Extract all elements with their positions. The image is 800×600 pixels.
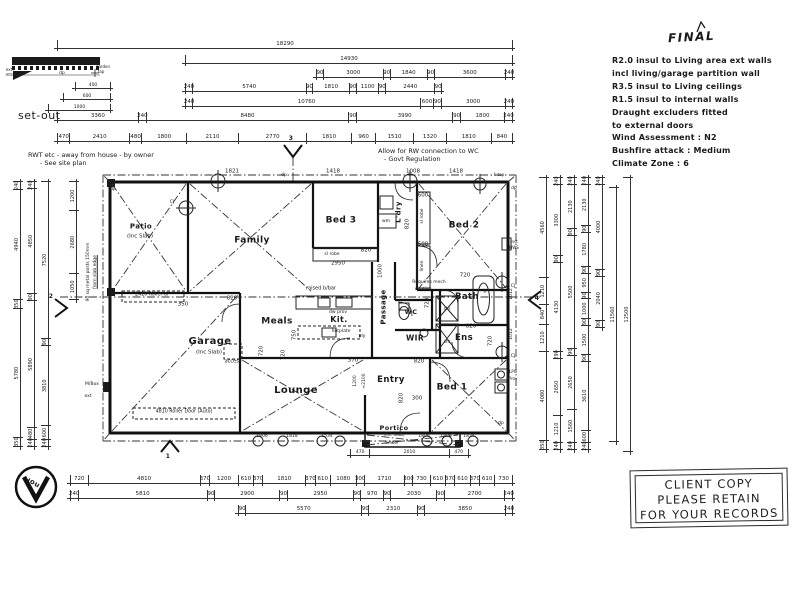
room-label-garage: Garage — [188, 336, 232, 347]
dim-segment: 12500 — [623, 178, 633, 452]
inline-dim: 1200 — [352, 375, 358, 387]
meterbox-label: M/Box — [85, 381, 99, 387]
set-out-title: set-out — [18, 109, 61, 122]
room-label-passage: Passage — [379, 289, 388, 325]
dim-segment: 1210 — [539, 278, 549, 305]
inline-dim: 1806 — [440, 433, 452, 439]
room-label-lounge: Lounge — [274, 385, 318, 396]
spec-line: Wind Assessment : N2 — [612, 133, 717, 143]
spec-line: incl living/garage partition wall — [612, 68, 760, 78]
dim-segment: 470 — [350, 449, 369, 458]
dim-segment: 3610 — [581, 362, 591, 431]
dim-segment: 480 — [129, 133, 142, 144]
spec-notes — [612, 55, 772, 171]
dim-segment: 1510 — [375, 133, 413, 144]
dim-bottom-i — [70, 490, 513, 501]
dim-segment: 90 — [433, 98, 440, 109]
portico-slab-note: (Inc Slab) — [383, 432, 405, 438]
dim-segment: 5740 — [192, 83, 306, 94]
dim-right-f — [609, 187, 619, 442]
dim-segment: 2030 — [390, 490, 436, 501]
garage-slab-note: (Inc Slab) — [195, 349, 223, 356]
dim-segment: 1810 — [306, 133, 351, 144]
shower-label-2: shr — [443, 339, 451, 345]
dim-segment: 2040 — [595, 277, 605, 321]
room-label-ensuite: Ens — [454, 332, 474, 343]
dim-segment: 2130 — [567, 185, 577, 229]
mech-vent-note-1: Requires mech — [412, 279, 446, 285]
dim-segment: 3000 — [441, 98, 505, 109]
breakfast-bar-label: raised b/bar — [305, 285, 337, 292]
room-label-laundry: L'dry — [394, 201, 403, 223]
elevation-marker-2: 2 — [48, 293, 54, 300]
dim-segment: 610 — [238, 475, 253, 486]
dim-segment: 470 — [57, 133, 69, 144]
dim-segment: 2650 — [553, 359, 563, 416]
rw-wc-note-line2: - Govt Regulation — [384, 155, 441, 163]
dim-segment: 90 — [361, 505, 368, 516]
dim-segment: 90 — [353, 490, 361, 501]
dim-segment: 90 — [581, 267, 591, 274]
dim-segment: 1210 — [553, 416, 563, 443]
room-label-bed1: Bed 1 — [436, 382, 468, 393]
inline-dim: 370 — [347, 357, 359, 364]
dim-setout-400 — [75, 82, 111, 91]
robe-label-bed3: sl robe — [324, 251, 340, 257]
room-label-patio: Patio — [129, 222, 153, 231]
dim-right-a — [539, 177, 549, 450]
dim-segment: 90 — [595, 321, 605, 328]
dim-segment: 90 — [553, 256, 563, 263]
dim-segment: 90 — [427, 69, 434, 80]
inline-dim: 350 — [177, 301, 189, 308]
dim-segment: 90 — [349, 83, 356, 94]
dim-segment: 610 — [479, 475, 494, 486]
dim-segment: 90 — [567, 229, 577, 236]
dim-segment: 90 — [581, 293, 591, 300]
dim-segment: 2650 — [567, 356, 577, 411]
elevation-marker-1: 1 — [165, 453, 171, 460]
dim-segment: 90 — [238, 505, 245, 516]
north-label: nor — [24, 475, 42, 490]
dim-top-e — [185, 98, 513, 109]
dim-segment: 90 — [383, 69, 390, 80]
dim-segment: 1800 — [141, 133, 186, 144]
dim-left-b — [27, 181, 37, 447]
rwt-note-line1: RWT etc - away from house - by owner — [28, 151, 154, 159]
dp-label-2: dp — [281, 172, 287, 178]
room-label-bed2: Bed 2 — [448, 220, 480, 231]
metal-posts-note-2: from slab edge — [92, 255, 98, 289]
roof-access-label: access — [224, 358, 242, 365]
inline-dim: 1000 — [377, 264, 384, 278]
rwt-note-line2: - See site plan — [40, 159, 87, 167]
dim-right-b — [553, 177, 563, 450]
dim-segment: 1210 — [539, 325, 549, 352]
stamp-line-3: FOR YOUR RECORDS — [639, 505, 779, 523]
dim-segment: 90 — [581, 226, 591, 233]
dim-segment: 1810 — [312, 83, 349, 94]
inline-dim: 820 — [465, 323, 477, 330]
dim-segment: 240 — [27, 440, 37, 447]
dim-segment: 600 — [420, 98, 434, 109]
shower-label-1: shr — [443, 306, 451, 312]
hws-label-1: inst — [510, 239, 518, 244]
inline-dim: ≈2100 — [361, 373, 367, 389]
dim-segment: 600 — [63, 93, 110, 102]
cj-label-2: CJ — [510, 283, 516, 289]
dim-segment: 2410 — [69, 133, 128, 144]
dim-right-e — [595, 177, 605, 328]
setout-ext-label: ext — [5, 67, 13, 72]
dim-segment: 2770 — [238, 133, 306, 144]
dim-segment: 1840 — [390, 69, 427, 80]
portico-timber-note: timber — [385, 440, 399, 445]
spec-line: R1.5 insul to internal walls — [612, 94, 739, 104]
dim-portico — [350, 449, 469, 458]
dim-segment: 4940 — [13, 190, 23, 301]
dim-segment: 1200 — [69, 182, 79, 211]
bathtub-label: b — [483, 288, 487, 295]
inline-dim: 1418 — [326, 168, 340, 175]
room-label-bath: Bath — [455, 291, 479, 302]
ext-label: ext — [84, 393, 92, 399]
dim-top-f — [57, 112, 513, 123]
dim-top-c — [316, 69, 513, 80]
pantry-label: ply — [358, 333, 366, 339]
dim-segment: 90 — [567, 349, 577, 356]
dim-segment: 300 — [404, 475, 412, 486]
dp-label-1: dp — [110, 186, 116, 192]
room-label-bed3: Bed 3 — [325, 215, 357, 226]
dim-segment: 600 — [41, 426, 51, 439]
dim-segment: 960 — [351, 133, 375, 144]
inline-dim: 820 — [226, 295, 238, 302]
dim-segment: 1500 — [581, 326, 591, 355]
inline-dim: 720 — [487, 335, 494, 347]
dim-segment: 5570 — [245, 505, 361, 516]
inline-dim: 720 — [459, 272, 471, 279]
dim-segment: 2440 — [385, 83, 434, 94]
dim-segment: 950 — [581, 274, 591, 293]
dim-segment: 370 — [470, 475, 480, 486]
dim-segment: 14930 — [185, 55, 512, 66]
cj-label-3: CJ — [510, 353, 516, 359]
spec-line: R2.0 insul to Living area ext walls — [612, 56, 772, 65]
dim-segment: 1100 — [356, 83, 379, 94]
room-label-kitchen: Kit. — [330, 315, 348, 324]
dim-segment: 4000 — [595, 185, 605, 270]
dim-segment: 370 — [305, 475, 315, 486]
inline-dim: 1834 — [463, 433, 475, 439]
dim-right-g — [623, 177, 633, 452]
dim-right-d — [581, 177, 591, 450]
lpg-label: LPG — [509, 369, 517, 374]
dim-segment: 1050 — [69, 275, 79, 301]
inline-dim: 820 — [398, 392, 405, 404]
dim-segment: 240 — [41, 440, 51, 447]
dim-segment: 240 — [504, 112, 512, 123]
dim-segment: 240 — [553, 443, 563, 450]
stamp-line-2: PLEASE RETAIN — [657, 491, 761, 507]
dim-segment: 3990 — [356, 112, 452, 123]
dim-segment: 3000 — [323, 69, 383, 80]
dim-segment: 730 — [412, 475, 430, 486]
inline-dim: 720 — [280, 349, 287, 361]
dim-segment: 610 — [430, 475, 445, 486]
elevation-marker-4: 4 — [534, 295, 540, 302]
room-label-meals: Meals — [261, 316, 293, 327]
dim-segment: 480 — [27, 428, 37, 439]
final-annotation: FINAL — [667, 28, 716, 46]
dim-segment: 2310 — [368, 505, 417, 516]
dim-segment: 1320 — [413, 133, 446, 144]
dim-top-overall — [57, 40, 513, 51]
dim-segment: 90 — [41, 339, 51, 346]
dim-segment: 1810 — [446, 133, 491, 144]
dim-segment: 4560 — [539, 178, 549, 278]
dim-segment: 3300 — [553, 185, 563, 256]
dim-segment: 240 — [504, 490, 512, 501]
patio-slab-note: (Inc Slab) — [126, 233, 154, 240]
dim-segment: 2130 — [581, 185, 591, 226]
dim-bottom-h — [70, 475, 513, 486]
dim-segment: 3360 — [57, 112, 138, 123]
dim-setout-600 — [63, 93, 111, 102]
dim-segment: 240 — [505, 505, 512, 516]
dim-segment: 1780 — [581, 233, 591, 268]
dim-segment: 10760 — [192, 98, 419, 109]
hws-label-2: HWS — [509, 245, 519, 250]
dim-segment: 18290 — [57, 40, 512, 51]
inline-dim: 1806 — [418, 433, 430, 439]
dim-segment: 90 — [581, 319, 591, 326]
dim-segment: 2950 — [287, 490, 353, 501]
dim-top-g — [57, 133, 513, 144]
inline-dim: 1534 — [321, 433, 333, 439]
dim-segment: 1080 — [330, 475, 356, 486]
dim-segment: 610 — [454, 475, 469, 486]
spec-line: R3.5 insul to Living ceilings — [612, 81, 743, 91]
dim-segment: 600 — [581, 431, 591, 443]
spec-line: Climate Zone : 6 — [612, 159, 690, 169]
rw-wc-note-line1: Allow for RW connection to WC — [378, 147, 479, 155]
dim-segment: 1200 — [209, 475, 238, 486]
roller-door-small-label: 2410 Roller dr — [135, 292, 169, 298]
dp-label-4: dp — [498, 420, 504, 426]
dim-segment: 90 — [581, 355, 591, 362]
mech-vent-note-2: venting — [414, 286, 432, 292]
dim-segment: 240 — [13, 182, 23, 190]
inline-dim: 600 — [417, 192, 429, 199]
robe-label-bed2: sl robe — [419, 208, 425, 224]
dim-segment: 90 — [348, 112, 356, 123]
inline-dim: 2950 — [331, 260, 345, 267]
dim-segment: 1000 — [48, 104, 110, 113]
setout-dp-label: dp — [59, 70, 65, 76]
dim-segment: 1800 — [460, 112, 504, 123]
dim-bottom-j — [238, 505, 513, 516]
dim-segment: 350 — [13, 438, 23, 447]
dim-segment: 5810 — [78, 490, 207, 501]
inline-dim: 820 — [360, 247, 372, 254]
dim-segment: 470 — [449, 449, 468, 458]
inline-dim: 1008 — [406, 168, 420, 175]
dim-segment: 11560 — [609, 188, 619, 442]
dim-segment: 3600 — [434, 69, 506, 80]
setout-garden-label: garden — [95, 64, 111, 69]
room-label-family: Family — [234, 235, 270, 246]
dim-segment: 4850 — [27, 189, 37, 294]
dim-segment: 5890 — [27, 301, 37, 428]
dim-segment: 1560 — [567, 410, 577, 443]
dim-segment: 730 — [494, 475, 512, 486]
dim-segment: 5780 — [13, 309, 23, 438]
dim-top-d — [185, 83, 442, 94]
dim-left-c — [41, 181, 51, 447]
dim-segment: 1710 — [364, 475, 404, 486]
dim-segment: 8480 — [146, 112, 348, 123]
dim-segment: 240 — [27, 182, 37, 189]
roller-door-big-label: 4810 Roller Door (Auto) — [155, 409, 213, 415]
dim-segment: 2680 — [69, 211, 79, 275]
inline-dim: 1012 — [508, 328, 514, 340]
dim-segment: 400 — [75, 82, 110, 91]
dim-segment: 90 — [417, 505, 424, 516]
dim-segment: 240 — [505, 98, 512, 109]
dim-segment: 370 — [445, 475, 455, 486]
dim-segment: 90 — [383, 490, 391, 501]
hotplate-label: hotplate — [331, 328, 351, 334]
inline-dim: 500 — [417, 241, 429, 248]
dim-segment: 370 — [200, 475, 210, 486]
dim-segment: 90 — [434, 83, 441, 94]
dim-segment: 370 — [253, 475, 263, 486]
spec-line: to external doors — [612, 120, 694, 130]
room-label-wc: WC — [404, 307, 418, 316]
inline-dim: 720 — [424, 297, 431, 309]
set-out-glyph — [12, 57, 100, 80]
stamp-line-1: CLIENT COPY — [664, 476, 754, 492]
washing-machine-label: wm — [381, 218, 391, 224]
dim-segment: 240 — [567, 178, 577, 185]
metal-posts-note-1: 90 sq metal posts 150mm — [85, 242, 91, 302]
dim-segment: 4080 — [539, 352, 549, 442]
spec-line: Bushfire attack : Medium — [612, 146, 731, 156]
dim-segment: 90 — [27, 294, 37, 301]
dim-segment: 970 — [360, 490, 382, 501]
dim-segment: 720 — [70, 475, 88, 486]
dim-segment: 2010 — [369, 449, 448, 458]
dim-segment: 4810 — [88, 475, 200, 486]
dim-segment: 240 — [567, 443, 577, 450]
dim-segment: 90 — [207, 490, 215, 501]
dim-left-a — [13, 181, 23, 447]
linen-label: linen — [419, 260, 425, 272]
inline-dim: 720 — [258, 345, 265, 357]
dim-right-c — [567, 177, 577, 450]
dim-segment: 240 — [553, 178, 563, 185]
inline-dim: 1821 — [225, 168, 239, 175]
cj-label-1: CJ — [169, 199, 175, 205]
dim-segment: 5500 — [567, 236, 577, 348]
dim-segment: 1810 — [262, 475, 305, 486]
dim-left-patio — [69, 181, 79, 300]
dim-segment: 90 — [452, 112, 460, 123]
dim-top-b — [185, 55, 513, 66]
elevation-marker-3: 3 — [288, 135, 294, 142]
inline-dim: 750 — [291, 329, 298, 341]
dim-segment: 2900 — [214, 490, 279, 501]
dim-segment: 4130 — [553, 263, 563, 351]
lpg-prov-label: Prov — [508, 376, 518, 381]
client-copy-stamp-inner — [635, 473, 784, 524]
dim-segment: 840 — [539, 305, 549, 324]
dim-segment: 90 — [316, 69, 323, 80]
dim-segment: 90 — [279, 490, 287, 501]
dim-segment: 350 — [13, 300, 23, 309]
dim-segment: 240 — [505, 69, 512, 80]
setout-mtr-label: mtr — [5, 72, 13, 77]
room-label-wir: WIR — [405, 333, 425, 343]
dim-segment: 240 — [595, 178, 605, 185]
dp-label-3: dp — [511, 185, 517, 191]
dim-segment: 90 — [378, 83, 385, 94]
spec-line: Draught excluders fitted — [612, 107, 728, 117]
dim-segment: 240 — [138, 112, 146, 123]
dim-segment: 90 — [306, 83, 313, 94]
inline-dim: 1806 — [256, 433, 268, 439]
dim-segment: 350 — [539, 441, 549, 450]
dim-segment: 2700 — [444, 490, 505, 501]
dim-segment: 240 — [185, 83, 192, 94]
dim-segment: 290 — [553, 352, 563, 359]
inline-dim: 1418 — [449, 168, 463, 175]
dim-segment: 240 — [70, 490, 78, 501]
dim-segment: 2110 — [186, 133, 238, 144]
dishwasher-label: dw prov — [329, 309, 347, 315]
inline-dim: 1818 — [286, 433, 298, 439]
dim-segment: 7520 — [41, 182, 51, 339]
inline-dim: 820 — [404, 218, 411, 230]
dim-segment: 610 — [315, 475, 330, 486]
room-label-entry: Entry — [377, 374, 405, 385]
dim-segment: 3850 — [424, 505, 505, 516]
dim-segment: 240 — [581, 178, 591, 185]
dim-segment: 840 — [491, 133, 512, 144]
garden-tap-label: f. tap — [493, 172, 505, 177]
room-label-portico: Portico — [379, 423, 409, 432]
inline-dim: 300 — [411, 395, 423, 402]
dim-segment: 1000 — [581, 299, 591, 319]
client-copy-stamp — [630, 468, 789, 529]
dim-segment: 90 — [595, 270, 605, 277]
setout-tap-label: tap — [97, 69, 105, 74]
dim-segment: 90 — [436, 490, 444, 501]
inline-dim: 1012 — [508, 288, 514, 300]
inline-dim: 820 — [413, 358, 425, 365]
dim-segment: 3810 — [41, 346, 51, 426]
dim-segment: 240 — [185, 98, 192, 109]
dim-segment: 240 — [581, 443, 591, 450]
dim-segment: 300 — [356, 475, 364, 486]
